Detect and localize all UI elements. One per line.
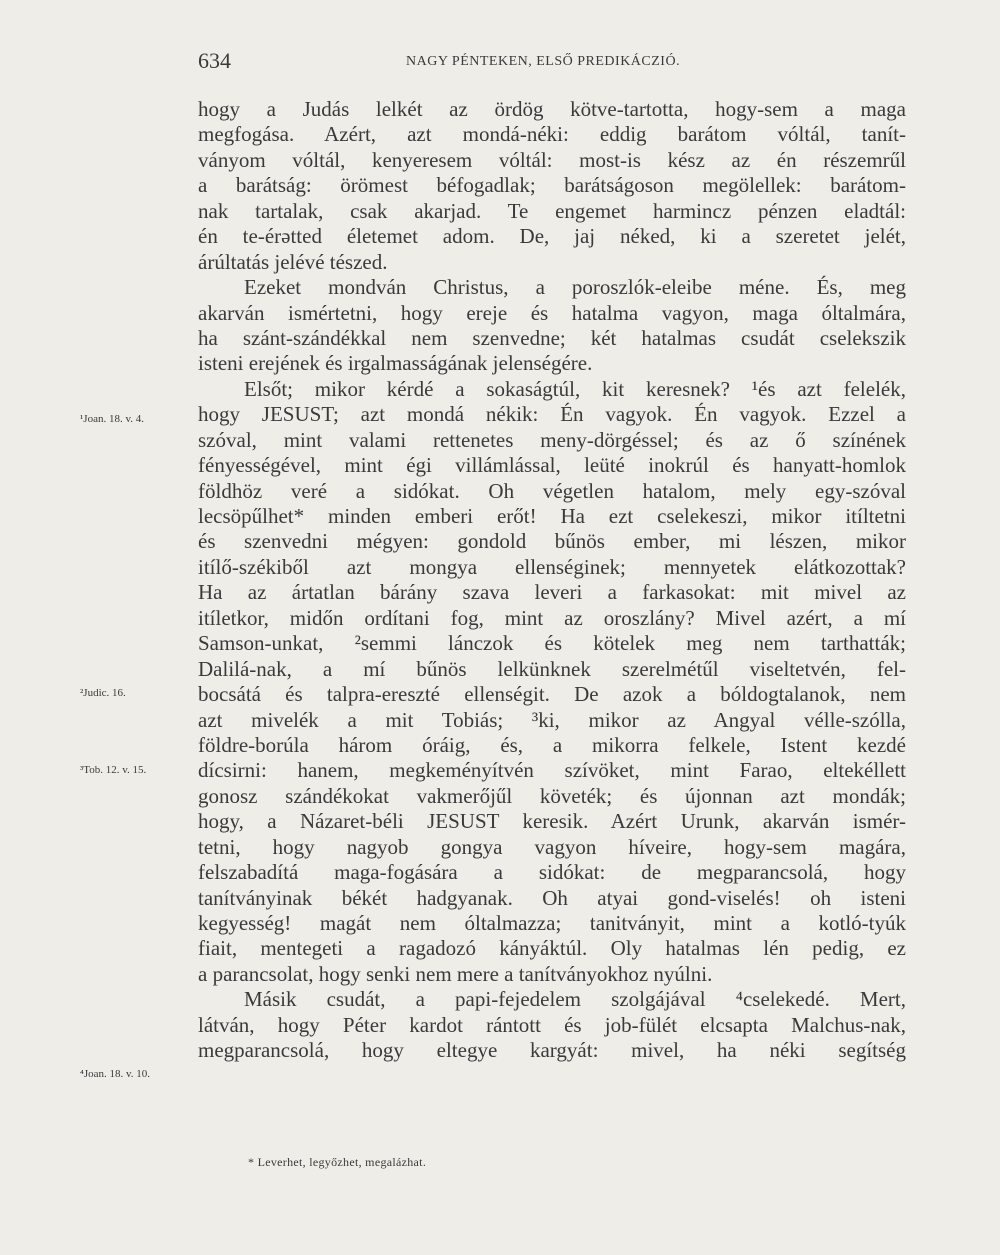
text-line: ha szánt-szándékkal nem szenvedne; két hatalmas csudát cselekszik [198,325,906,350]
text-line: megparancsolá, hogy eltegye kargyát: mivel, ha néki segítség [198,1038,906,1063]
text-line: isteni erejének és irgalmasságának jelenségére. [198,351,593,376]
running-title: NAGY PÉNTEKEN, ELSŐ PREDIKÁCZIÓ. [406,54,681,69]
text-line: hogy, a Názaret-béli JESUST keresik. Azért Urunk, akarván ismér- [198,809,906,834]
text-line: tetni, hogy nagyob gongya vagyon híveire, hogy-sem magára, [198,834,906,859]
margin-note: ³Tob. 12. v. 15. [80,764,147,776]
paragraph-start: Másik csudát, a papi-fejedelem szolgájával ⁴cselekedé. Mert, [244,987,906,1012]
text-line: dícsirni: hanem, megkeményítvén szívöket, mint Farao, eltekéllett [198,758,906,783]
text-line: kegyesség! magát nem óltalmazza; tanitványit, mint a kotló-tyúk [198,911,906,935]
paragraph-start: Elsőt; mikor kérdé a sokaságtúl, kit keresnek? ¹és azt felelék, [244,376,906,401]
text-line: Ha az ártatlan bárány szava leveri a farkasokat: mit mivel az [198,580,906,605]
text-line: ványom vóltál, kenyeresem vóltál: most-is kész az én részemrűl [198,147,906,172]
margin-note: ²Judic. 16. [80,687,126,699]
text-line: itíletkor, midőn ordítani fog, mint az oroszlány? Mivel azért, a mí [198,605,906,630]
text-line: fényességével, mint égi villámlással, leüté inokrúl és hanyatt-homlok [198,453,906,478]
text-line: földre-borúla három óráig, és, a mikorra felkele, Istent kezdé [198,732,906,757]
text-line: bocsátá és talpra-ereszté ellenségit. De azok a bóldogtalanok, nem [198,682,906,707]
text-line: és szenvedni mégyen: gondold bűnös ember, mi lészen, mikor [198,529,906,554]
text-line: nak tartalak, csak akarjad. Te engemet harmincz pénzen eladtál: [198,198,906,223]
text-line: hogy JESUST; azt mondá nékik: Én vagyok. Én vagyok. Ezzel a [198,402,906,427]
text-line: megfogása. Azért, azt mondá-néki: eddig barátom vóltál, tanít- [198,122,906,147]
text-line: árúltatás jelévé tészed. [198,249,388,274]
text-line: lecsöpűlhet* minden emberi erőt! Ha ezt cselekeszi, mikor itíltetni [198,504,906,528]
footnote: * Leverhet, legyőzhet, megalázhat. [248,1155,427,1169]
body-text [198,97,906,1064]
text-line: szóval, mint valami rettenetes meny-dörgéssel; és az ő színének [198,427,906,452]
text-line: azt mivelék a mit Tobiás; ³ki, mikor az Angyal vélle-szólla, [198,707,906,732]
text-line: hogy a Judás lelkét az ördög kötve-tartotta, hogy-sem a maga [198,97,906,121]
paragraph-start: Ezeket mondván Christus, a poroszlók-eleibe méne. És, meg [244,275,906,300]
margin-note: ¹Joan. 18. v. 4. [80,413,144,425]
text-line: akarván ismértetni, hogy ereje és hatalma vagyon, maga óltalmára, [198,300,906,325]
margin-note: ⁴Joan. 18. v. 10. [80,1068,151,1080]
text-line: Dalilá-nak, a mí bűnös lelkünknek szerelmétűl viseltetvén, fel- [198,656,906,681]
text-line: földhöz veré a sidókat. Oh végetlen hatalom, mely egy-szóval [198,478,906,503]
text-line: a parancsolat, hogy senki nem mere a tanítványokhoz nyúlni. [198,961,713,986]
page-number: 634 [198,48,231,73]
page-header [198,48,905,78]
text-line: fiait, mentegeti a ragadozó kányáktúl. Oly hatalmas lén pedig, ez [198,936,906,961]
text-line: a barátság: örömest béfogadlak; barátságoson megölellek: barátom- [198,173,906,198]
text-line: Samson-unkat, ²semmi lánczok és kötelek meg nem tarthatták; [198,631,906,656]
text-line: itílő-székiből azt mongya ellenséginek; mennyetek elátkozottak? [198,554,906,579]
text-line: tanítványinak békét hadgyanak. Oh atyai gond-viselés! oh isteni [198,885,906,910]
text-line: látván, hogy Péter kardot rántott és job-fülét elcsapta Malchus-nak, [198,1012,906,1037]
text-line: én te-érətted életemet adom. De, jaj néked, ki a szeretet jelét, [198,224,906,249]
text-line: felszabadítá maga-fogására a sidókat: de megparancsolá, hogy [198,860,906,885]
text-line: gonosz szándékokat vakmerőjűl követék; és újonnan azt mondák; [198,783,906,808]
